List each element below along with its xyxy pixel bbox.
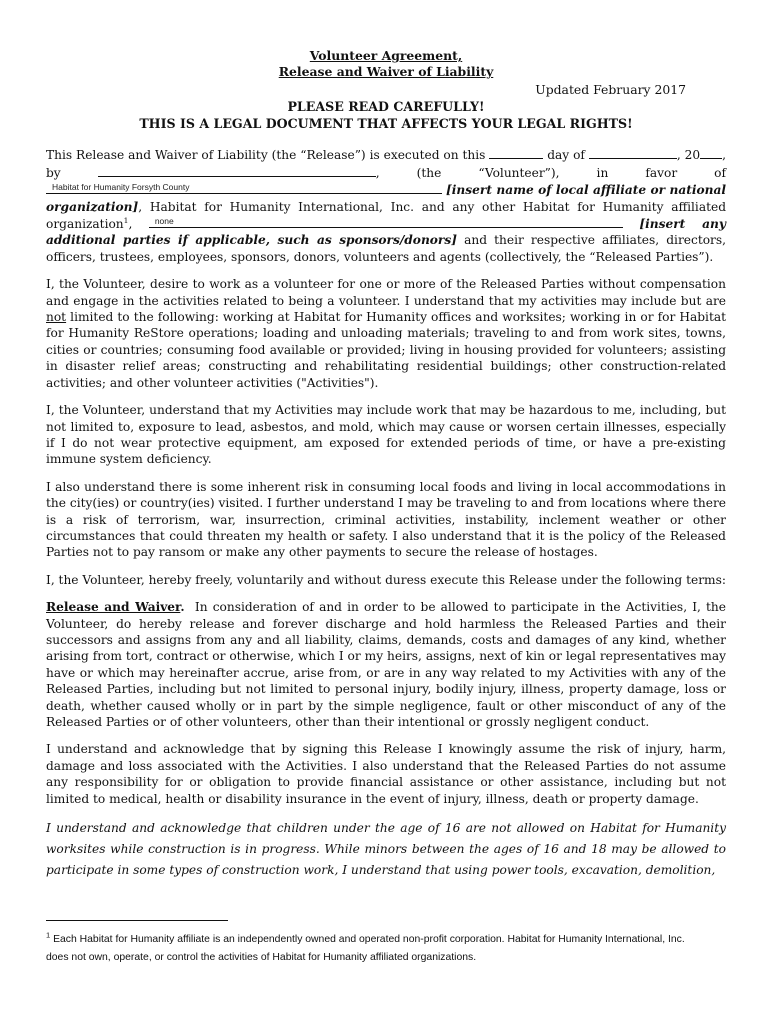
release-heading-period: . bbox=[180, 600, 185, 615]
footnote bbox=[46, 931, 706, 967]
intro-text: , 20 bbox=[676, 148, 701, 163]
activities-paragraph bbox=[46, 276, 726, 391]
day-field[interactable] bbox=[489, 146, 543, 159]
activities-text: I, the Volunteer, desire to work as a volunteer for one or more of the Released Parties without compensation and engage in the activities related to being a volunteer. I understand that my activities may include but are bbox=[46, 277, 726, 308]
affiliate-instruction: [insert name of local affiliate or national organization] bbox=[46, 183, 727, 214]
document-body bbox=[46, 48, 726, 892]
footnote-mark: 1 bbox=[46, 930, 51, 940]
activities-text: limited to the following: working at Habitat for Humanity offices and worksites; working in or for Habitat for Humanity ReStore operations; loading and unloading materials; traveling to and from work sites, towns, cities or countries; consuming food available or provided; living in housing provided for volunteers; assisting in disaster relief areas; constructing and rehabilitating residential buildings; other construction-related activities; and other volunteer activities ("Activities"). bbox=[46, 310, 726, 390]
intro-text: day of bbox=[547, 148, 585, 163]
hazard-paragraph: I, the Volunteer, understand that my Activities may include work that may be hazardous to me, including, but not limited to, exposure to lead, asbestos, and mold, which may cause or worsen certain illnesses, especially if I do not wear protective equipment, am exposed for extended periods of time, or have a pre-existing immune system deficiency. bbox=[46, 403, 726, 467]
intro-text: This Release and Waiver of Liability (the “Release”) is executed on this bbox=[46, 148, 486, 163]
additional-parties-value: none bbox=[154, 216, 174, 227]
intro-paragraph bbox=[46, 146, 726, 265]
assume-risk-paragraph: I understand and acknowledge that by signing this Release I knowingly assume the risk of injury, harm, damage and loss associated with the Activities. I also understand that the Released Parties do not assume any responsibility for or obligation to provide financial assistance or other assistance, including but not limited to medical, health or disability insurance in the event of injury, illness, death or property damage. bbox=[46, 742, 726, 806]
title-line-1: Volunteer Agreement, bbox=[309, 48, 463, 63]
warning-line-2: THIS IS A LEGAL DOCUMENT THAT AFFECTS YOUR LEGAL RIGHTS! bbox=[139, 116, 633, 132]
title-line-2: Release and Waiver of Liability bbox=[278, 64, 494, 79]
volunteer-name-field[interactable] bbox=[98, 164, 376, 177]
release-heading: Release and Waiver bbox=[46, 600, 181, 615]
intro-text: , Habitat for Humanity International, Inc. and any other Habitat for Humanity affiliated organization bbox=[46, 199, 726, 232]
intro-text: and their respective affiliates, directors, officers, trustees, employees, sponsors, donors, volunteers and agents (collectively, the “Released Parties”). bbox=[46, 233, 727, 264]
activities-not: not bbox=[46, 310, 67, 325]
updated-date: Updated February 2017 bbox=[535, 82, 686, 97]
risk-paragraph: I also understand there is some inherent risk in consuming local foods and living in local accommodations in the city(ies) or country(ies) visited. I further understand I may be traveling to and from locations where there is a risk of terrorism, war, insurrection, criminal activities, instability, inclement weather or other circumstances that could threaten my health or safety. I also understand that it is the policy of the Released Parties not to pay ransom or make any other payments to secure the release of hostages. bbox=[46, 479, 726, 560]
footnote-text: Each Habitat for Humanity affiliate is an independently owned and operated non-profit corporation. Habitat for Humanity International, Inc. does not own, operate, or control the activities of Habitat for Humanity affiliated organizations. bbox=[46, 934, 685, 963]
warning-line-1: PLEASE READ CAREFULLY! bbox=[287, 99, 485, 115]
footnote-divider bbox=[46, 920, 228, 921]
minors-paragraph: I understand and acknowledge that children under the age of 16 are not allowed on Habitat for Humanity worksites while construction is in progress. While minors between the ages of 16 and 18 may be allowed to participate in some types of construction work, I understand that using power tools, excavation, demolition, bbox=[46, 821, 726, 878]
release-paragraph bbox=[46, 599, 726, 730]
intro-text: , by bbox=[46, 148, 727, 180]
terms-paragraph: I, the Volunteer, hereby freely, voluntarily and without duress execute this Release under the following terms: bbox=[46, 572, 726, 587]
release-text: In consideration of and in order to be allowed to participate in the Activities, I, the Volunteer, do hereby release and forever discharge and hold harmless the Released Parties and their successors and assigns from any and all liability, claims, demands, costs and damages of any kind, whether arising from tort, contract or otherwise, which I or my heirs, assigns, next of kin or legal representatives may have or which may hereinafter accrue, arise from, or are in any way related to my Activities with any of the Released Parties, including but not limited to personal injury, bodily injury, illness, property damage, loss or death, whether caused wholly or in part by the simple negligence, fault or other misconduct of any of the Released Parties or of other volunteers, other than their intentional or grossly negligent conduct. bbox=[46, 600, 726, 729]
footnote-ref: 1 bbox=[123, 215, 129, 225]
affiliate-field-value: Habitat for Humanity Forsyth County bbox=[52, 182, 190, 193]
intro-text: , bbox=[128, 217, 133, 232]
affiliate-field[interactable] bbox=[46, 181, 442, 194]
year-field[interactable] bbox=[700, 146, 722, 159]
intro-text: , (the “Volunteer”), in favor of bbox=[375, 165, 727, 180]
parties-instruction: [insert any additional parties if applicable, such as sponsors/donors] bbox=[46, 217, 726, 248]
month-field[interactable] bbox=[589, 146, 677, 159]
additional-parties-field[interactable] bbox=[149, 215, 623, 228]
